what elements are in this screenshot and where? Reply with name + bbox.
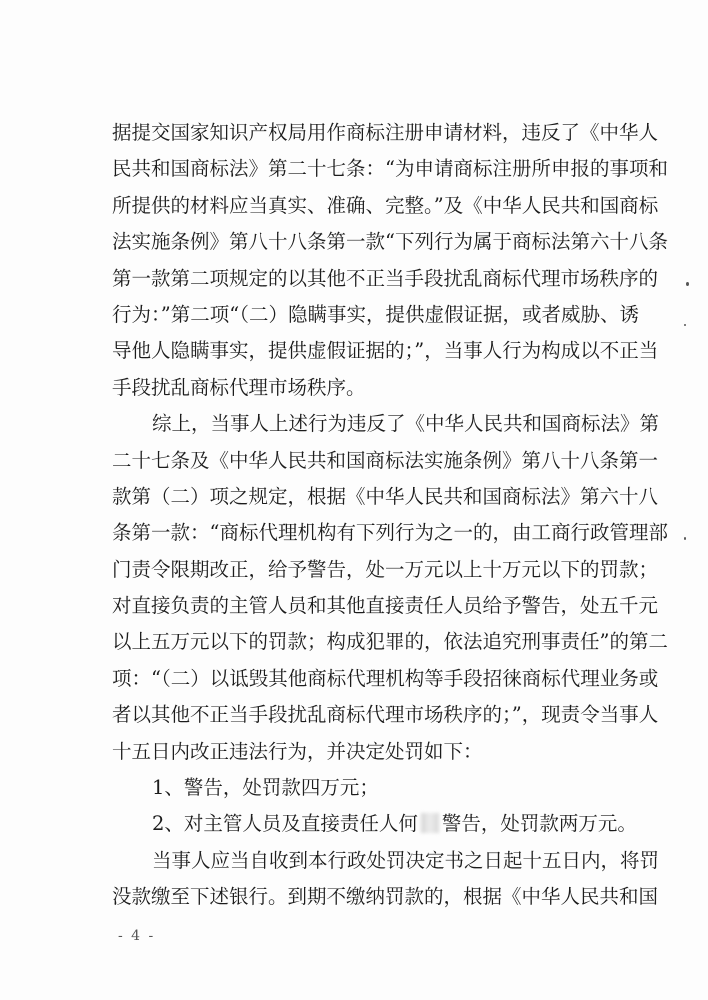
text-line: 对直接负责的主管人员和其他直接责任人员给予警告，处五千元 (112, 594, 659, 618)
text-line: 手段扰乱商标代理市场秩序。 (112, 375, 366, 399)
text-line: 者以其他不正当手段扰乱商标代理市场秩序的；”，现责令当事人 (112, 703, 659, 727)
text-line: 导他人隐瞒事实，提供虚假证据的；”，当事人行为构成以不正当 (112, 339, 659, 363)
text-line: 以上五万元以下的罚款；构成犯罪的，依法追究刑事责任”的第二 (112, 630, 668, 654)
redacted-name (421, 813, 439, 833)
page-number: - 4 - (118, 928, 156, 944)
text-line: 行为：”第二项“（二）隐瞒事实，提供虚假证据，或者威胁、诱 (112, 302, 639, 326)
text-line: 法实施条例》第八十八条第一款“下列行为属于商标法第六十八条 (112, 230, 668, 254)
scan-speck (686, 282, 689, 286)
penalty-item-2-text-a: 2、对主管人员及直接责任人何 (152, 812, 418, 836)
text-line: 当事人应当自收到本行政处罚决定书之日起十五日内，将罚 (152, 848, 660, 872)
text-line: 民共和国商标法》第二十七条：“为申请商标注册所申报的事项和 (112, 157, 668, 181)
text-line: 没款缴至下述银行。到期不缴纳罚款的，根据《中华人民共和国 (112, 885, 659, 909)
penalty-item-2 (112, 806, 637, 842)
text-line: 十五日内改正违法行为，并决定处罚如下： (112, 739, 483, 763)
scan-speck (684, 324, 686, 326)
penalty-item-2-text-b: 警告，处罚款两万元。 (441, 812, 637, 836)
text-line: 综上，当事人上述行为违反了《中华人民共和国商标法》第 (152, 412, 660, 436)
document-body (112, 115, 668, 916)
text-line: 第一款第二项规定的以其他不正当手段扰乱商标代理市场秩序的 (112, 266, 659, 290)
text-line: 据提交国家知识产权局用作商标注册申请材料，违反了《中华人 (112, 121, 659, 144)
text-line: 款第（二）项之规定，根据《中华人民共和国商标法》第六十八 (112, 484, 659, 508)
scan-speck (684, 537, 686, 540)
text-line: 条第一款：“商标代理机构有下列行为之一的，由工商行政管理部 (112, 521, 668, 545)
text-line: 项：“（二）以诋毁其他商标代理机构等手段招徕商标代理业务或 (112, 666, 659, 690)
text-line: 二十七条及《中华人民共和国商标法实施条例》第八十八条第一 (112, 448, 659, 472)
text-line: 所提供的材料应当真实、准确、完整。”及《中华人民共和国商标 (112, 193, 659, 217)
penalty-item-1: 1、警告，处罚款四万元； (152, 776, 379, 800)
text-line: 门责令限期改正，给予警告，处一万元以上十万元以下的罚款； (112, 557, 659, 581)
